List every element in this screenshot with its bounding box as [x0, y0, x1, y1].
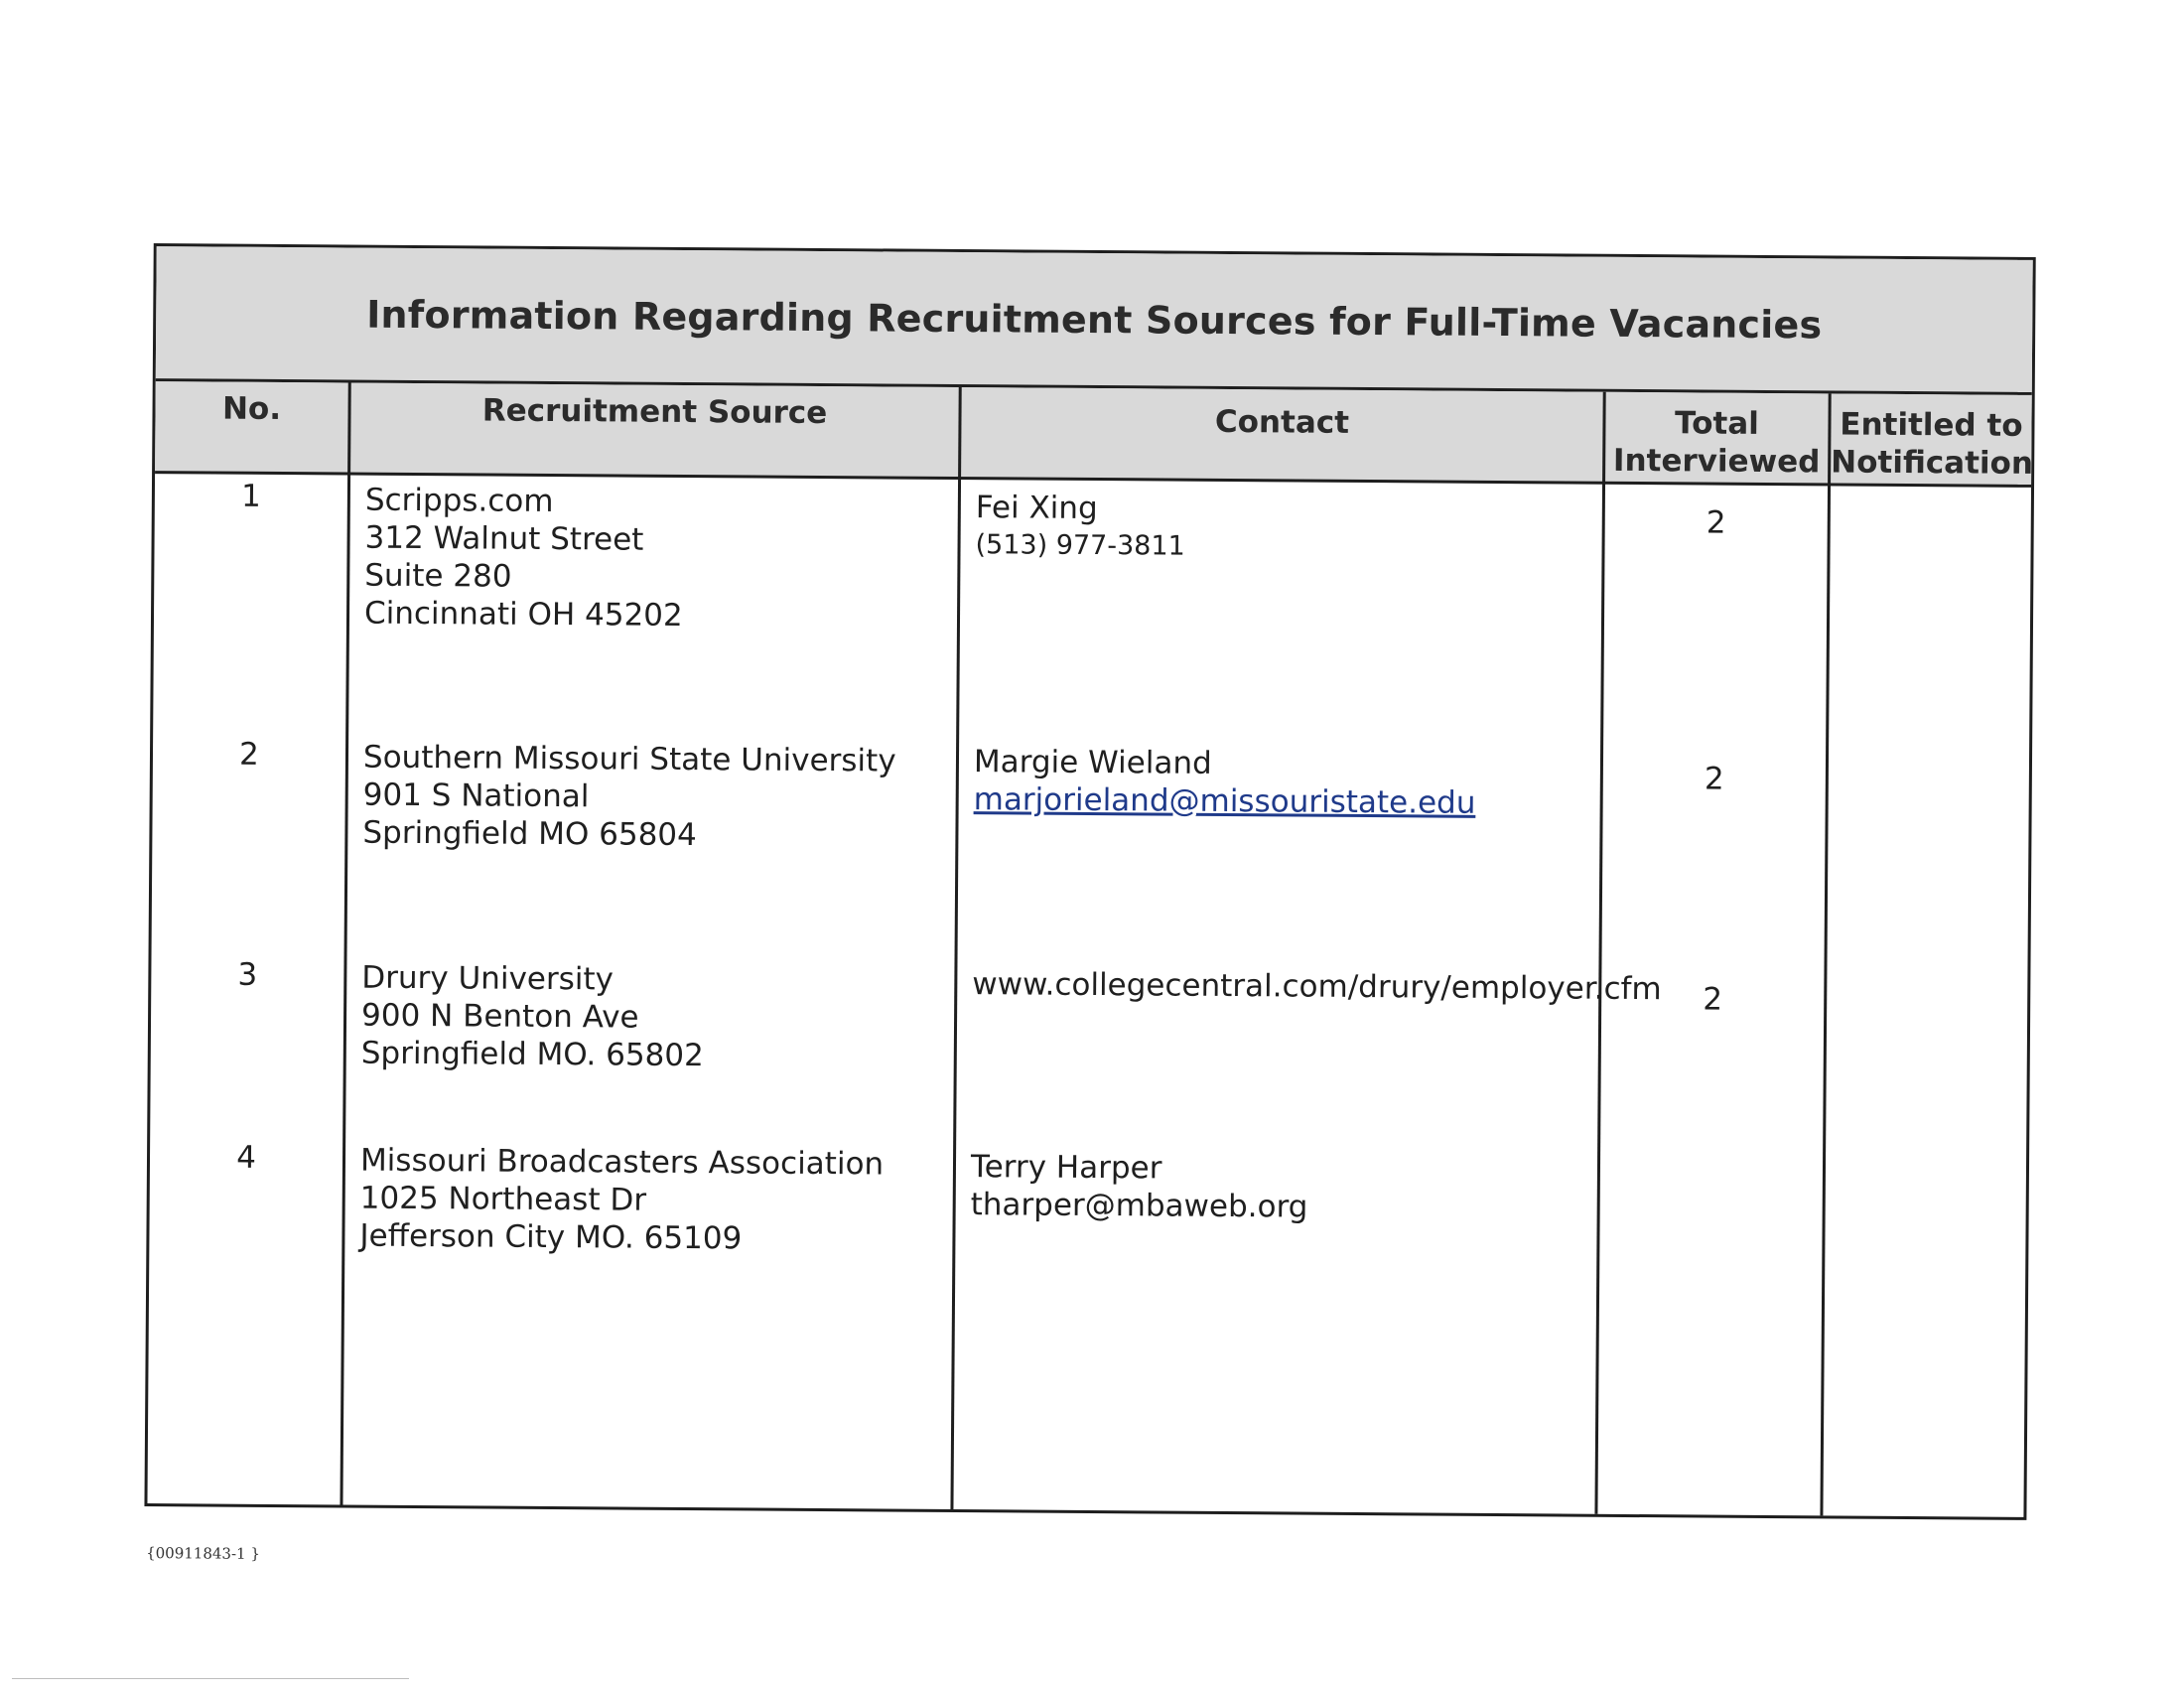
row-1-source-line: Cincinnati OH 45202 — [363, 595, 683, 634]
row-2-source-line: 901 S National — [362, 777, 590, 815]
column-divider — [340, 382, 350, 1504]
column-header-entitled-to-notification — [1831, 393, 2032, 484]
scan-edge-line — [12, 1678, 409, 1679]
row-4-number: 4 — [236, 1139, 257, 1176]
row-3-source-line: Drury University — [361, 959, 614, 998]
column-header-no: No. — [221, 390, 282, 427]
row-1-entitled — [1831, 504, 2031, 505]
row-1-number: 1 — [240, 478, 261, 514]
row-1-source-line: 312 Walnut Street — [364, 519, 644, 558]
total-header-line1: Total — [1674, 405, 1759, 442]
table-header-row — [155, 381, 2032, 488]
row-2-source — [362, 739, 895, 856]
row-3-number: 3 — [237, 956, 258, 993]
row-1-total-interviewed: 2 — [1706, 504, 1726, 541]
column-header-total-interviewed — [1605, 392, 1829, 484]
row-4-contact-email: tharper@mbaweb.org — [970, 1187, 1308, 1225]
column-divider — [1594, 392, 1605, 1514]
row-4-source-line: Missouri Broadcasters Association — [359, 1142, 885, 1183]
row-1-contact-name: Fei Xing — [975, 490, 1098, 527]
row-1-source-line: Suite 280 — [364, 557, 512, 595]
recruitment-table — [144, 243, 2035, 1520]
document-id-code: {00911843-1 } — [146, 1544, 260, 1563]
row-2-contact-name: Margie Wieland — [973, 744, 1212, 781]
row-3-contact — [972, 965, 1662, 1008]
row-2-number: 2 — [238, 736, 259, 773]
table-title: Information Regarding Recruitment Sources for Full-Time Vacancies — [366, 292, 1823, 347]
row-2-contact-email-link[interactable]: marjorieland@missouristate.edu — [973, 781, 1476, 821]
row-2-source-line: Southern Missouri State University — [362, 739, 896, 779]
row-2-entitled — [1829, 761, 2029, 762]
row-4-contact — [971, 1148, 1308, 1225]
row-4-source-line: 1025 Northeast Dr — [359, 1180, 647, 1218]
row-2-contact — [974, 743, 1476, 822]
row-2-total-interviewed: 2 — [1704, 761, 1724, 797]
row-1-contact — [975, 489, 1185, 566]
row-3-source — [361, 959, 705, 1075]
entitled-header-line1: Entitled to — [1840, 406, 2023, 444]
table-title-band — [156, 246, 2033, 395]
row-4-contact-name: Terry Harper — [970, 1149, 1162, 1187]
row-4-entitled — [1826, 1164, 2026, 1165]
row-3-total-interviewed: 2 — [1703, 981, 1723, 1018]
total-header-line2: Interviewed — [1612, 442, 1821, 481]
entitled-header-line2: Notification — [1831, 444, 2034, 482]
row-3-source-line: Springfield MO. 65802 — [360, 1035, 704, 1074]
column-header-recruitment-source: Recruitment Source — [481, 392, 828, 432]
row-3-contact-url: www.collegecentral.com/drury/employer.cfm — [972, 966, 1662, 1008]
row-3-entitled — [1827, 981, 2027, 982]
column-divider — [950, 387, 961, 1509]
row-4-total-interviewed — [1600, 1163, 1823, 1165]
row-2-source-line: Springfield MO 65804 — [362, 814, 697, 854]
column-header-contact: Contact — [1214, 403, 1350, 441]
row-1-source-line: Scripps.com — [364, 482, 554, 520]
row-1-source — [364, 482, 684, 635]
row-4-source-line: Jefferson City MO. 65109 — [359, 1217, 743, 1257]
row-3-source-line: 900 N Benton Ave — [360, 997, 639, 1036]
row-1-contact-phone: (513) 977-3811 — [975, 529, 1185, 562]
column-divider — [1820, 393, 1831, 1515]
row-4-source — [359, 1142, 884, 1259]
